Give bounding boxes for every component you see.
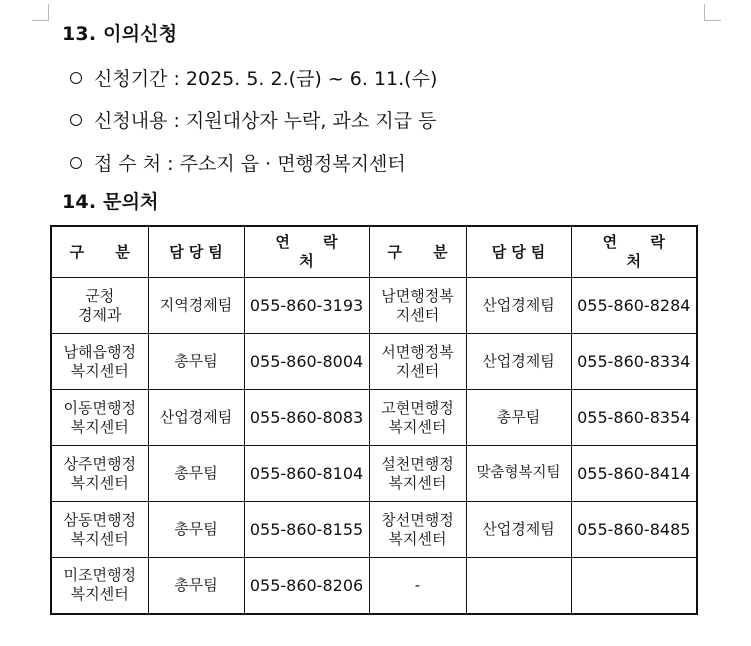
team-cell: 총무팀 xyxy=(148,334,244,390)
table-row xyxy=(51,558,697,614)
page-corner-mark-left xyxy=(32,4,49,21)
bullet-item xyxy=(70,149,406,176)
phone-cell: 055-860-8414 xyxy=(571,446,697,502)
page-corner-mark-right xyxy=(704,4,721,21)
header-contact: 연 락 처 xyxy=(244,226,369,278)
team-cell: 총무팀 xyxy=(148,502,244,558)
phone-cell: 055-860-8334 xyxy=(571,334,697,390)
circle-bullet-icon xyxy=(70,157,82,169)
section-13-title: 13. 이의신청 xyxy=(62,23,178,45)
org-cell: 고현면행정 복지센터 xyxy=(369,390,466,446)
team-cell: 총무팀 xyxy=(148,446,244,502)
org-cell: 군청 경제과 xyxy=(51,278,148,334)
phone-cell: 055-860-8485 xyxy=(571,502,697,558)
header-division: 구 분 xyxy=(51,226,148,278)
org-cell: 설천면행정 복지센터 xyxy=(369,446,466,502)
bullet-text: 접 수 처 : 주소지 읍 · 면행정복지센터 xyxy=(94,153,406,175)
team-cell: 맞춤형복지팀 xyxy=(466,446,571,502)
org-cell: 이동면행정 복지센터 xyxy=(51,390,148,446)
phone-cell: 055-860-8104 xyxy=(244,446,369,502)
header-team: 담당팀 xyxy=(466,226,571,278)
bullet-item xyxy=(70,106,436,133)
phone-cell: 055-860-8155 xyxy=(244,502,369,558)
org-cell: 창선면행정 복지센터 xyxy=(369,502,466,558)
team-cell: 산업경제팀 xyxy=(466,278,571,334)
team-cell: 총무팀 xyxy=(466,390,571,446)
phone-cell: 055-860-8284 xyxy=(571,278,697,334)
header-contact: 연 락 처 xyxy=(571,226,697,278)
org-cell: 미조면행정 복지센터 xyxy=(51,558,148,614)
table-row xyxy=(51,334,697,390)
phone-cell: 055-860-3193 xyxy=(244,278,369,334)
org-cell: 상주면행정 복지센터 xyxy=(51,446,148,502)
header-team: 담당팀 xyxy=(148,226,244,278)
team-cell: 산업경제팀 xyxy=(466,334,571,390)
bullet-text: 신청기간 : 2025. 5. 2.(금) ~ 6. 11.(수) xyxy=(94,68,438,90)
phone-cell xyxy=(571,558,697,614)
team-cell: 지역경제팀 xyxy=(148,278,244,334)
bullet-text: 신청내용 : 지원대상자 누락, 과소 지급 등 xyxy=(94,110,437,132)
circle-bullet-icon xyxy=(70,72,82,84)
phone-cell: 055-860-8354 xyxy=(571,390,697,446)
circle-bullet-icon xyxy=(70,114,82,126)
team-cell xyxy=(466,558,571,614)
team-cell: 총무팀 xyxy=(148,558,244,614)
table-row xyxy=(51,390,697,446)
org-cell: 남해읍행정 복지센터 xyxy=(51,334,148,390)
org-cell: 남면행정복 지센터 xyxy=(369,278,466,334)
table-row xyxy=(51,278,697,334)
org-cell: 서면행정복 지센터 xyxy=(369,334,466,390)
bullet-item xyxy=(70,64,437,91)
header-division: 구 분 xyxy=(369,226,466,278)
section-14-title: 14. 문의처 xyxy=(62,191,159,213)
table-header-row xyxy=(51,226,697,278)
phone-cell: 055-860-8206 xyxy=(244,558,369,614)
phone-cell: 055-860-8004 xyxy=(244,334,369,390)
table-row xyxy=(51,446,697,502)
team-cell: 산업경제팀 xyxy=(466,502,571,558)
org-cell: 삼동면행정 복지센터 xyxy=(51,502,148,558)
phone-cell: 055-860-8083 xyxy=(244,390,369,446)
org-cell: - xyxy=(369,558,466,614)
team-cell: 산업경제팀 xyxy=(148,390,244,446)
table-row xyxy=(51,502,697,558)
contact-table xyxy=(50,225,698,615)
